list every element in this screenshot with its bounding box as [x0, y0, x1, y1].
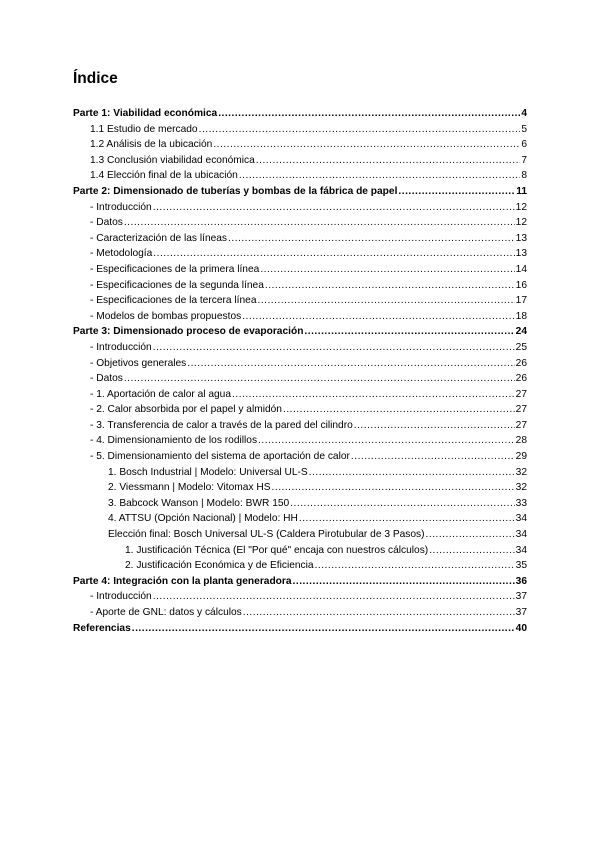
toc-entry-page: 27	[515, 404, 527, 416]
toc-entry-page: 34	[515, 513, 527, 525]
dot-leader	[153, 246, 514, 262]
dot-leader	[153, 200, 515, 216]
toc-entry-title: - Introducción	[90, 591, 152, 603]
dot-leader	[153, 340, 515, 356]
toc-entry[interactable]	[73, 293, 527, 309]
toc-entry[interactable]	[73, 184, 527, 200]
toc-entry-page: 37	[515, 591, 527, 603]
toc-entry-page: 28	[515, 435, 527, 447]
dot-leader	[132, 621, 515, 637]
page-title: Índice	[73, 70, 118, 87]
dot-leader	[232, 387, 515, 403]
toc-entry-page: 35	[515, 560, 527, 572]
toc-entry[interactable]	[73, 527, 527, 543]
toc-entry[interactable]	[73, 106, 527, 122]
toc-entry-title: 1. Justificación Técnica (El "Por qué" encaja con nuestros cálculos)	[125, 544, 429, 556]
toc-entry[interactable]	[73, 418, 527, 434]
dot-leader	[272, 480, 515, 496]
toc-entry-title: 3. Babcock Wanson | Modelo: BWR 150	[108, 497, 290, 509]
toc-entry-title: 1.1 Estudio de mercado	[90, 123, 198, 135]
toc-entry[interactable]	[73, 543, 527, 559]
dot-leader	[426, 527, 515, 543]
toc-entry-page: 6	[521, 139, 527, 151]
toc-entry-title: 1.2 Análisis de la ubicación	[90, 139, 213, 151]
toc-entry-page: 26	[515, 373, 527, 385]
dot-leader	[398, 184, 515, 200]
dot-leader	[354, 418, 515, 434]
toc-entry-page: 32	[515, 482, 527, 494]
toc-entry-title: Parte 4: Integración con la planta generadora	[73, 575, 292, 587]
toc-entry-page: 34	[515, 544, 527, 556]
toc-entry[interactable]	[73, 558, 527, 574]
toc-entry-page: 29	[515, 451, 527, 463]
toc-entry[interactable]	[73, 465, 527, 481]
toc-entry-page: 32	[515, 466, 527, 478]
toc-entry-title: Parte 2: Dimensionado de tuberías y bombas de la fábrica de papel	[73, 185, 398, 197]
toc-entry[interactable]	[73, 480, 527, 496]
toc-entry[interactable]	[73, 574, 527, 590]
table-of-contents	[73, 106, 527, 636]
toc-entry-title: 1.3 Conclusión viabilidad económica	[90, 154, 255, 166]
toc-entry-title: - Modelos de bombas propuestos	[90, 310, 242, 322]
toc-entry-page: 37	[515, 607, 527, 618]
dot-leader	[213, 137, 520, 153]
toc-entry-page: 16	[515, 279, 527, 291]
dot-leader	[218, 106, 520, 122]
dot-leader	[258, 433, 515, 449]
dot-leader	[242, 309, 514, 325]
toc-entry-page: 24	[515, 326, 527, 338]
dot-leader	[429, 543, 514, 559]
toc-entry[interactable]	[73, 356, 527, 372]
toc-entry[interactable]	[73, 371, 527, 387]
toc-entry-title: - Objetivos generales	[90, 357, 187, 369]
toc-entry[interactable]	[73, 340, 527, 356]
toc-entry-page: 5	[521, 123, 527, 135]
toc-entry[interactable]	[73, 215, 527, 231]
dot-leader	[153, 589, 515, 605]
toc-entry-page: 4	[521, 108, 527, 119]
dot-leader	[187, 356, 514, 372]
dot-leader	[239, 168, 521, 184]
dot-leader	[309, 465, 515, 481]
toc-entry-page: 17	[515, 295, 527, 307]
dot-leader	[351, 449, 515, 465]
toc-entry[interactable]	[73, 153, 527, 169]
toc-entry-title: - Introducción	[90, 341, 152, 353]
toc-entry-page: 18	[515, 310, 527, 322]
toc-entry[interactable]	[73, 262, 527, 278]
toc-entry[interactable]	[73, 309, 527, 325]
toc-entry[interactable]	[73, 621, 527, 637]
toc-entry-title: - Especificaciones de la segunda línea	[90, 279, 264, 291]
dot-leader	[257, 293, 514, 309]
toc-entry-title: - Especificaciones de la primera línea	[90, 263, 260, 275]
dot-leader	[260, 262, 514, 278]
toc-entry-page: 7	[521, 154, 527, 166]
toc-entry[interactable]	[73, 231, 527, 247]
toc-entry-title: Parte 3: Dimensionado proceso de evaporación	[73, 326, 304, 338]
toc-entry-title: - Aporte de GNL: datos y cálculos	[90, 607, 242, 618]
toc-entry-page: 26	[515, 357, 527, 369]
toc-entry[interactable]	[73, 200, 527, 216]
toc-entry-title: 1.4 Elección final de la ubicación	[90, 170, 238, 182]
toc-entry-title: - 3. Transferencia de calor a través de la pared del cilindro	[90, 419, 353, 431]
toc-entry[interactable]	[73, 449, 527, 465]
toc-entry-title: - Especificaciones de la tercera línea	[90, 295, 257, 307]
toc-entry-title: - 4. Dimensionamiento de los rodillos	[90, 435, 258, 447]
toc-entry-title: 4. ATTSU (Opción Nacional) | Modelo: HH	[108, 513, 298, 525]
dot-leader	[304, 324, 514, 340]
dot-leader	[315, 558, 515, 574]
toc-entry-page: 14	[515, 263, 527, 275]
dot-leader	[256, 153, 521, 169]
toc-entry[interactable]	[73, 168, 527, 184]
toc-entry-title: Elección final: Bosch Universal UL-S (Caldera Pirotubular de 3 Pasos)	[108, 529, 425, 541]
toc-entry-page: 12	[515, 217, 527, 229]
dot-leader	[299, 511, 515, 527]
toc-entry-title: Parte 1: Viabilidad económica	[73, 108, 218, 119]
dot-leader	[228, 231, 515, 247]
toc-entry-title: - Caracterización de las líneas	[90, 232, 228, 244]
toc-entry[interactable]	[73, 589, 527, 605]
dot-leader	[290, 496, 514, 512]
toc-entry-page: 40	[515, 622, 527, 634]
toc-entry[interactable]	[73, 122, 527, 138]
toc-entry-title: Referencias	[73, 622, 131, 634]
toc-entry-title: - 2. Calor absorbida por el papel y almidón	[90, 404, 282, 416]
toc-entry-page: 36	[515, 575, 527, 587]
dot-leader	[199, 122, 521, 138]
toc-entry-page: 13	[515, 248, 527, 260]
toc-entry[interactable]	[73, 605, 527, 621]
dot-leader	[243, 605, 515, 621]
toc-entry-page: 25	[515, 341, 527, 353]
toc-entry-title: 2. Justificación Económica y de Eficiencia	[125, 560, 314, 572]
toc-entry[interactable]	[73, 496, 527, 512]
toc-entry-title: - Introducción	[90, 201, 152, 213]
toc-entry-page: 34	[515, 529, 527, 541]
toc-entry[interactable]	[73, 324, 527, 340]
dot-leader	[265, 278, 515, 294]
toc-entry-title: - 5. Dimensionamiento del sistema de aportación de calor	[90, 451, 350, 463]
toc-entry[interactable]	[73, 278, 527, 294]
toc-entry-page: 12	[515, 201, 527, 213]
toc-entry-title: - 1. Aportación de calor al agua	[90, 388, 232, 400]
toc-entry[interactable]	[73, 137, 527, 153]
toc-entry[interactable]	[73, 433, 527, 449]
toc-entry-page: 27	[515, 388, 527, 400]
toc-entry-page: 8	[521, 170, 527, 182]
dot-leader	[124, 215, 515, 231]
toc-entry-page: 11	[516, 185, 527, 197]
toc-entry[interactable]	[73, 402, 527, 418]
toc-entry-title: - Datos	[90, 373, 123, 385]
toc-entry[interactable]	[73, 387, 527, 403]
toc-entry-title: 1. Bosch Industrial | Modelo: Universal UL-S	[108, 466, 308, 478]
dot-leader	[283, 402, 515, 418]
toc-entry-page: 27	[515, 419, 527, 431]
toc-entry-page: 33	[515, 497, 527, 509]
toc-entry-title: - Metodología	[90, 248, 153, 260]
toc-entry[interactable]	[73, 246, 527, 262]
dot-leader	[124, 371, 515, 387]
toc-entry-title: - Datos	[90, 217, 123, 229]
toc-entry[interactable]	[73, 511, 527, 527]
toc-entry-title: 2. Viessmann | Modelo: Vitomax HS	[108, 482, 271, 494]
dot-leader	[293, 574, 515, 590]
toc-entry-page: 13	[515, 232, 527, 244]
